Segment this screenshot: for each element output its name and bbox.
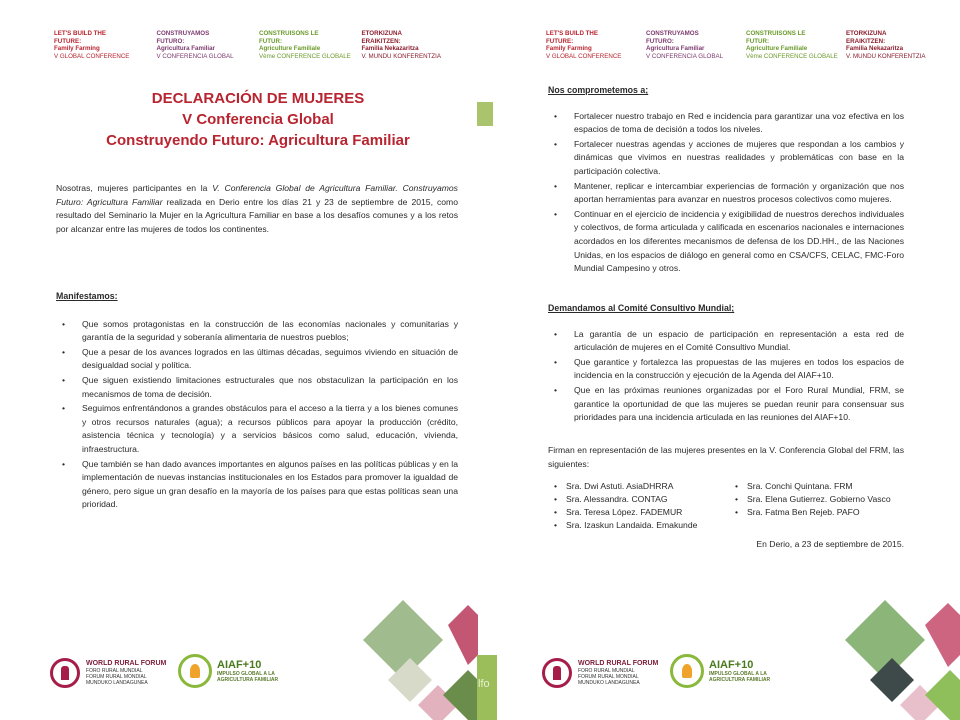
list-item: • Seguimos enfrentándonos a grandes obstáculos para el acceso a la tierra y a los bienes comunes y otros recursos naturales (agua); a recursos públicos para apoyar la producción (crédito, asistencia técnica y tecnología) y a servicios básicos como salud, educación, vivienda, infraestructura. [56,402,458,456]
conference-header [54,30,464,66]
signer: • Sra. Izaskun Landaida. Emakunde [548,519,729,532]
signer: • Sra. Alessandra. CONTAG [548,493,729,506]
header-col-fr: CONSTRUISONS LE FUTUR: Agriculture Familiale Vème CONFERENCE GLOBALE [746,30,838,60]
list-item: • Fortalecer nuestras agendas y acciones de mujeres que respondan a los cambios y dinámicas que vivimos en nuestras realidades y problemáticas con base en la participación colectiva. [548,138,904,179]
title-line-2: V Conferencia Global [182,111,334,128]
demandamos-section [548,302,904,426]
aiaf-logo: AIAF+10 IMPULSO GLOBAL A LA AGRICULTURA FAMILIAR [670,654,770,688]
declaration-page-left [38,0,478,720]
list-item: • Que también se han dado avances importantes en algunos países en las políticas públicas y en la implementación de nuevas instancias institucionales en los Estados para promover la igualdad de género, pero sigue un gran desafío en la mayoría de los países para que estas políticas sean una prioridad. [56,458,458,512]
header-col-en: LET'S BUILD THE FUTURE: Family Farming V GLOBAL CONFERENCE [54,30,130,60]
header-col-fr: CONSTRUISONS LE FUTUR: Agriculture Familiale Vème CONFERENCE GLOBALE [259,30,351,60]
list-item: • Continuar en el ejercicio de incidencia y exigibilidad de nuestros derechos individuales y colectivos, de forma articulada y calificada en escenarios nacionales e internaciones acordados en los diferentes mecanismos de defensa de los DD.HH., de las Naciones Unidas, en los espacios de diálogo en general como en CSA/CFS, CELAC, FMC-Foro Mundial Campesino y otros. [548,208,904,276]
declaration-page-right [530,0,960,720]
list-item: • Que garantice y fortalezca las propuestas de las mujeres en todos los espacios de incidencia en la construcción y ejecución de la Agenda del AIAF+10. [548,356,904,383]
list-item: • Que a pesar de los avances logrados en las últimas décadas, seguimos viviendo en situación de desigualdad social y política. [56,346,458,373]
decorative-diamonds [348,595,478,720]
conference-header [546,30,946,66]
list-item: • Fortalecer nuestro trabajo en Red e incidencia para garantizar una voz efectiva en los espacios de toma de decisión a todos los niveles. [548,110,904,137]
title-line-3: Construyendo Futuro: Agricultura Familiar [106,132,410,149]
decorative-diamonds [830,595,960,720]
header-col-eu: ETORKIZUNA ERAIKITZEN: Familia Nekazaritza V. MUNDU KONFERENTZIA [361,30,442,60]
manifestamos-section [56,290,458,513]
header-col-es: CONSTRUYAMOS FUTURO: Agricultura Familiar V CONFERENCIA GLOBAL [156,30,234,60]
list-item: • La garantía de un espacio de participación en representación a esta red de articulación de mujeres en el Comité Consultivo Mundial. [548,328,904,355]
header-col-en: LET'S BUILD THE FUTURE: Family Farming V GLOBAL CONFERENCE [546,30,622,60]
world-rural-forum-logo: WORLD RURAL FORUM FORO RURAL MUNDIAL FORUM RURAL MONDIAL MUNDUKO LANDAGUNEA [542,658,658,688]
signers-list [548,480,910,532]
signer: • Sra. Fatma Ben Rejeb. PAFO [729,506,910,519]
comprometemos-list [548,110,904,276]
family-icon [178,654,212,688]
world-rural-forum-logo: WORLD RURAL FORUM FORO RURAL MUNDIAL FORUM RURAL MONDIAL MUNDUKO LANDAGUNEA [50,658,166,688]
list-item: • Que en las próximas reuniones organizadas por el Foro Rural Mundial, FRM, se garantice la oportunidad de que las mujeres se puedan reunir para consensuar sus prioridades para una incidencia articulada en las reuniones del AIAF+10. [548,384,904,425]
accent-block [477,102,493,126]
signers-col-right [729,480,910,532]
demandamos-list [548,328,904,425]
signer: • Sra. Conchi Quintana. FRM [729,480,910,493]
title-line-1: DECLARACIÓN DE MUJERES [151,90,365,107]
section-title: Nos comprometemos a; [548,85,649,95]
firman-paragraph: Firman en representación de las mujeres presentes en la V. Conferencia Global del FRM, las siguientes: [548,445,904,469]
list-item: • Que somos protagonistas en la construcción de las economías nacionales y comunitarias y garantía de la seguridad y soberanía alimentaria de nuestros pueblos; [56,318,458,345]
header-col-es: CONSTRUYAMOS FUTURO: Agricultura Familiar V CONFERENCIA GLOBAL [646,30,724,60]
farmer-icon [50,658,80,688]
farmer-icon [542,658,572,688]
signers-col-left [548,480,729,532]
overlay-text: lfo [478,678,490,690]
intro-paragraph: Nosotras, mujeres participantes en la V. Conferencia Global de Agricultura Familiar. Construyamos Futuro: Agricultura Familiar realizada en Derio entre los días 21 y 23 de septiembre de 2015, como resultado del Seminario la Mujer en la Agricultura Familiar en base a los desafíos comunes y a los retos por alcanzar entre las mujeres de todos los continentes. [56,183,458,234]
signer: • Sra. Elena Gutierrez. Gobierno Vasco [729,493,910,506]
section-title: Demandamos al Comité Consultivo Mundial; [548,303,735,313]
family-icon [670,654,704,688]
section-title: Manifestamos: [56,291,118,301]
header-col-eu: ETORKIZUNA ERAIKITZEN: Familia Nekazaritza V. MUNDU KONFERENTZIA [846,30,926,60]
comprometemos-section [548,84,904,277]
aiaf-logo: AIAF+10 IMPULSO GLOBAL A LA AGRICULTURA FAMILIAR [178,654,278,688]
signature-date: En Derio, a 23 de septiembre de 2015. [756,539,904,549]
signer: • Sra. Dwi Astuti. AsiaDHRRA [548,480,729,493]
list-item: • Que siguen existiendo limitaciones estructurales que nos obstaculizan la participación en los mecanismos de toma de decisión. [56,374,458,401]
list-item: • Mantener, replicar e intercambiar experiencias de formación y organización que nos aportan herramientas para avanzar en nuestros procesos colectivos como mujeres. [548,180,904,207]
declaration-title [38,88,478,151]
manifestamos-list [56,318,458,512]
signer: • Sra. Teresa López. FADEMUR [548,506,729,519]
